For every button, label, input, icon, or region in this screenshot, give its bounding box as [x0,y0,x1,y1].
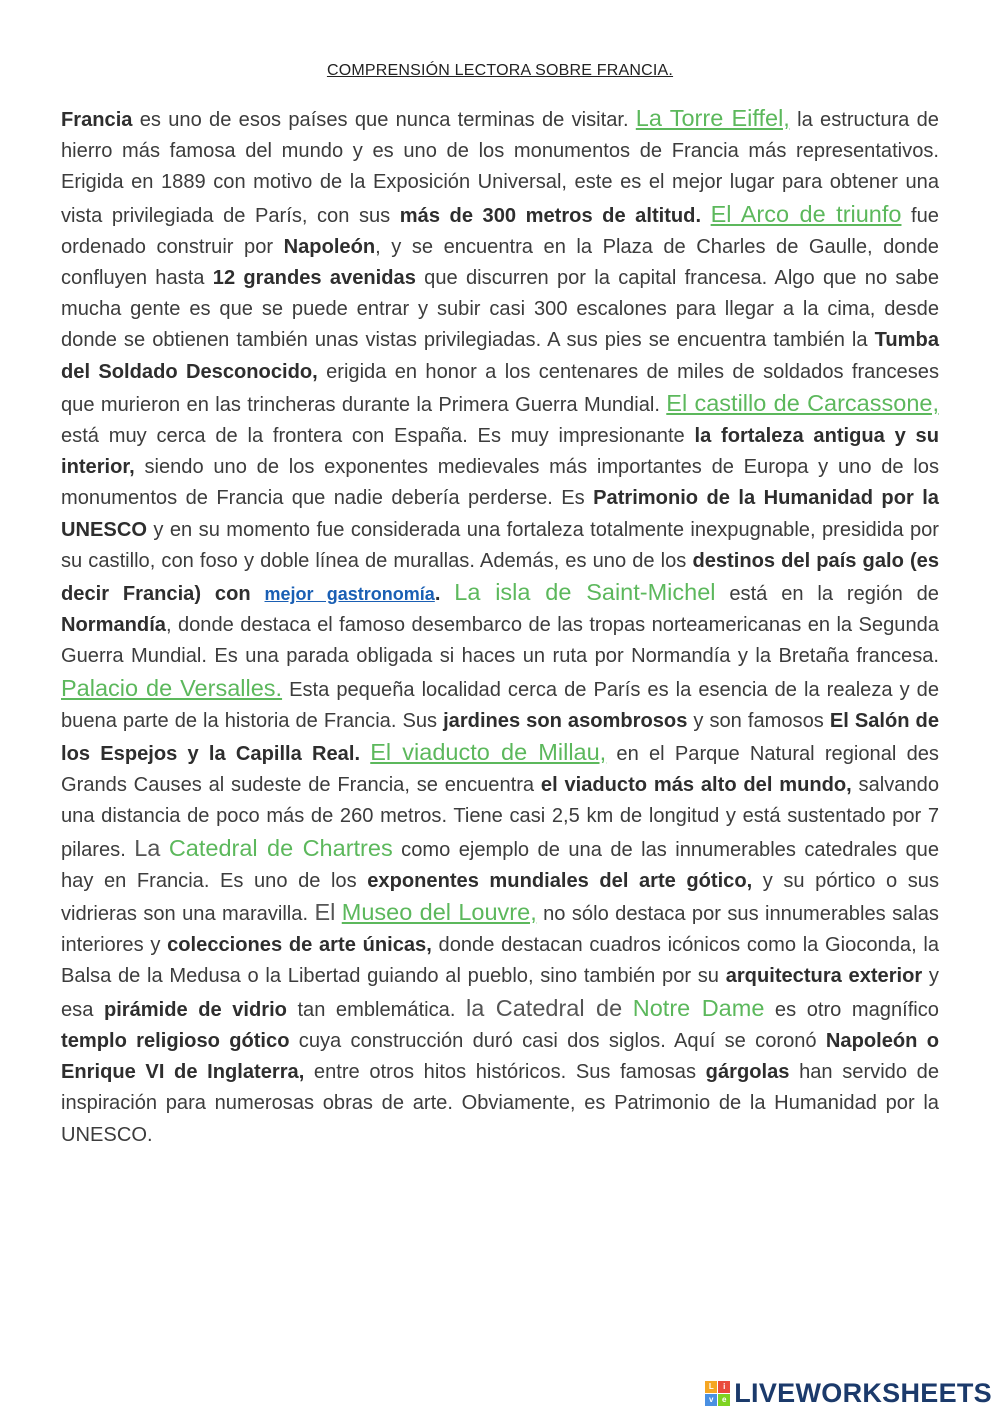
text-run: y son famosos [687,709,830,732]
highlight-catedral-chartres: Catedral de Chartres [168,834,393,861]
text-run: , y se encuentra en la Plaza de Charles de Gaulle, donde confluyen hasta [61,235,939,290]
highlight-el: El [314,899,336,926]
text-run: está en la región de [715,583,939,606]
bold-text: 12 grandes avenidas [212,267,416,290]
liveworksheets-logo-icon [705,1381,730,1406]
bold-text: jardines son asombrosos [443,709,688,732]
text-run: , donde destaca el famoso desembarco de las tropas norteamericanas en la Segunda Guerra Mundial. Es una parada obligada si haces un ruta por Normandía y la Bretaña francesa. [61,614,939,668]
text-run: que discurren por la capital francesa. Algo que no sabe mucha gente es que se puede entrar y subir casi 300 escalones para llegar a la cima, desde donde se obtienen también unas vistas privilegiadas. A sus pies se encuentra también la [61,267,939,352]
logo-text: LIVEWORKSHEETS [734,1377,992,1408]
text-run [160,839,168,861]
text-run: la estructura de hierro más famosa del mundo y es uno de los monumentos de Francia más representativos. Erigida en 1889 con motivo de la Exposición Universal, este es el mejor lugar para obtener una vista privilegiada de París, con sus [61,109,939,227]
bold-text: . [434,583,441,606]
liveworksheets-logo [705,1378,992,1408]
bold-text: templo religioso gótico [61,1029,290,1052]
bold-text: Tumba del Soldado Desconocido, [61,329,939,383]
highlight-isla-saint-michel: La isla de Saint-Michel [454,579,716,606]
text-run: como ejemplo de una de las innumerables catedrales que hay en Francia. Es uno de los [61,838,940,892]
highlight-museo-louvre: Museo del Louvre, [341,899,537,926]
text-run: han servido de inspiración para numerosas obras de arte. Obviamente, es Patrimonio de la Humanidad por la UNESCO. [61,1061,939,1146]
bold-text: El Salón de los Espejos y la Capilla Real. [61,709,939,766]
text-run: es otro magnífico [764,998,939,1021]
text-run: cuya construcción duró casi dos siglos. Aquí se coronó [289,1029,826,1052]
text-run: fue ordenado construir por [61,204,939,258]
text-run: y su pórtico o sus vidrieras son una maravilla. [61,869,939,926]
bold-text: exponentes mundiales del arte gótico, [367,869,753,892]
highlight-la-catedral-de: la Catedral de [465,994,623,1021]
text-run: y en su momento fue considerada una fortaleza totalmente inexpugnable, presidida por su castillo, con foso y doble línea de murallas. Además, es uno de los [61,518,939,572]
text-run: Esta pequeña localidad cerca de París es la esencia de la realeza y de buena parte de la historia de Francia. Sus [61,678,940,732]
text-run: y esa [61,965,939,1021]
text-run [360,743,370,765]
bold-text: Francia [61,109,133,131]
bold-text: arquitectura exterior [725,965,923,988]
text-run: erigida en honor a los centenares de miles de soldados franceses que murieron en las trincheras durante la Primera Guerra Mundial. [61,360,939,416]
text-run: en el Parque Natural regional des Grands Causes al sudeste de Francia, se encuentra [61,743,939,797]
highlight-arco-triunfo: El Arco de triunfo [710,200,902,227]
text-run: siendo uno de los exponentes medievales más importantes de Europa y uno de los monumentos de Francia que nadie debería perderse. Es [61,456,939,510]
text-run: tan emblemática. [286,998,466,1021]
bold-text: colecciones de arte únicas, [167,934,432,957]
text-run: no sólo destaca por sus innumerables salas interiores y [61,903,939,957]
text-run [440,583,454,605]
highlight-castillo-carcassone: El castillo de Carcassone, [666,389,939,416]
highlight-torre-eiffel: La Torre Eiffel, [635,105,790,131]
text-run: entre otros hitos históricos. Sus famosas [304,1061,706,1084]
bold-text: Patrimonio de la Humanidad por la UNESCO [61,487,939,541]
text-run [622,999,633,1021]
text-run: es uno de esos países que nunca terminas de visitar. [132,109,636,131]
logo-tile-2: i [718,1381,730,1393]
bold-text: destinos del país galo (es decir Francia) con [61,549,939,606]
text-run: donde destacan cuadros icónicos como la Gioconda, la Balsa de la Medusa o la Libertad guiando al pueblo, sino también por su [61,934,940,988]
reading-passage [61,103,939,1151]
bold-text: Napoleón o Enrique VI de Inglaterra, [61,1029,940,1084]
link-mejor-gastronomia[interactable]: mejor gastronomía [264,584,435,605]
bold-text: Napoleón [283,235,376,258]
bold-text: pirámide de vidrio [103,998,287,1021]
logo-tile-4: e [718,1394,730,1406]
highlight-la: La [134,834,161,861]
logo-tile-3: v [705,1394,717,1406]
text-run: salvando una distancia de poco más de 260 metros. Tiene casi 2,5 km de longitud y está sustentado por 7 pilares. [61,774,939,861]
highlight-notre-dame: Notre Dame [632,994,765,1021]
text-run [701,205,711,227]
highlight-viaducto-millau: El viaducto de Millau, [370,739,607,766]
bold-text: la fortaleza antigua y su interior, [61,425,940,479]
bold-text: más de 300 metros de altitud. [399,204,702,227]
highlight-palacio-versalles: Palacio de Versalles. [61,674,283,701]
bold-text: el viaducto más alto del mundo, [540,774,852,797]
bold-text: gárgolas [705,1061,790,1084]
logo-tile-1: L [705,1381,717,1393]
text-run: está muy cerca de la frontera con España. Es muy impresionante [61,425,695,448]
page-title: COMPRENSIÓN LECTORA SOBRE FRANCIA. [326,62,674,79]
bold-text: Normandía [61,614,166,637]
